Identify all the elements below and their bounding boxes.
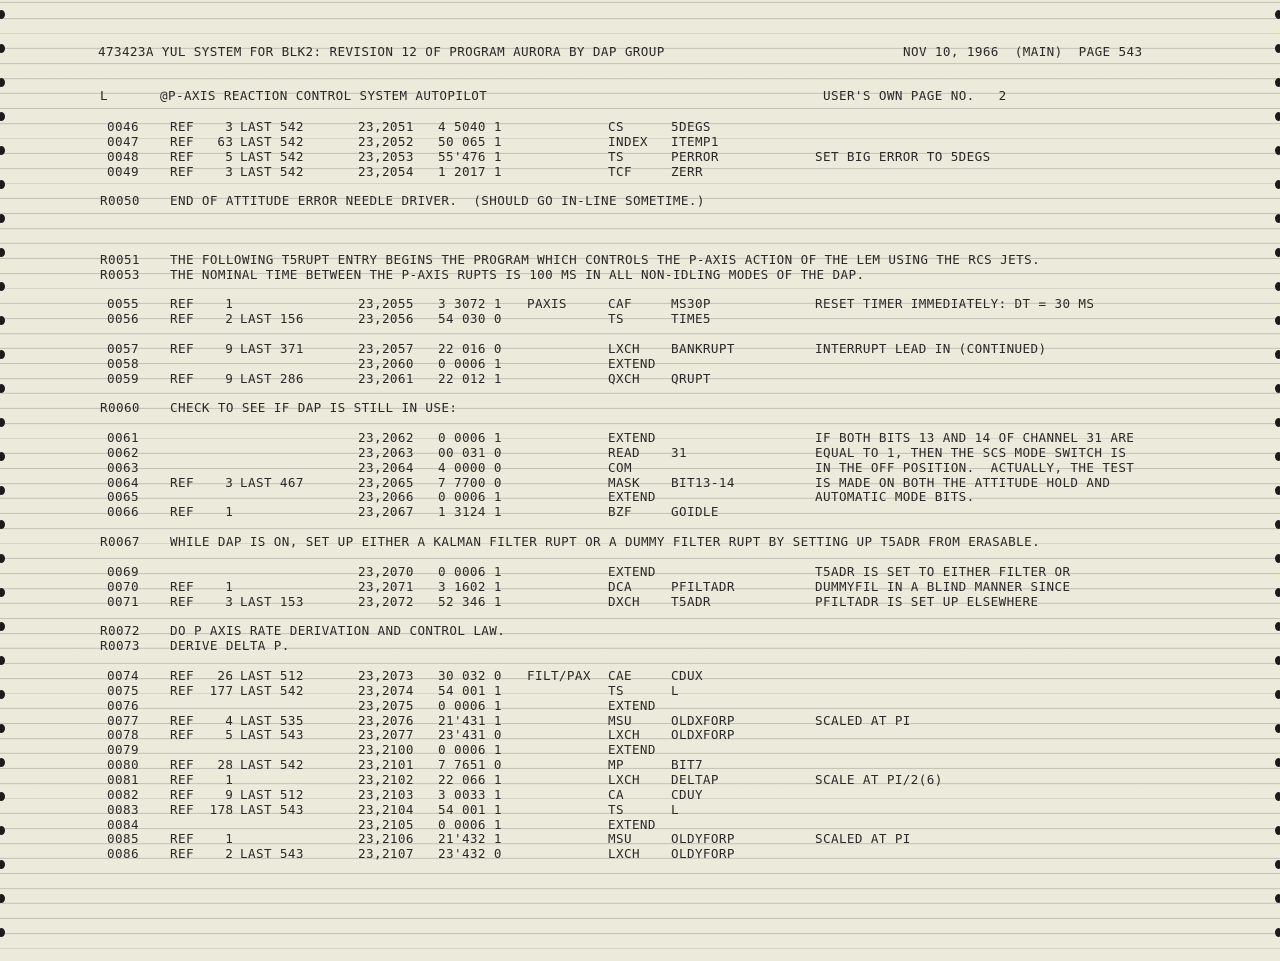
line-number: 0059 xyxy=(107,370,139,386)
line-number: 0077 xyxy=(107,712,139,728)
remark-number: R0053 xyxy=(100,266,140,282)
comment: PFILTADR IS SET UP ELSEWHERE xyxy=(815,593,1039,609)
opcode: EXTEND xyxy=(608,816,656,832)
opcode: EXTEND xyxy=(608,430,656,445)
octal-code: 3 0033 1 xyxy=(438,786,502,802)
memory-address: 23,2070 xyxy=(358,564,414,579)
ref-count: 177 xyxy=(209,682,234,698)
last-reference: LAST 535 xyxy=(240,712,304,728)
last-reference: LAST 512 xyxy=(240,786,304,802)
octal-code: 54 030 0 xyxy=(438,310,502,326)
memory-address: 23,2106 xyxy=(358,831,414,847)
octal-code: 7 7651 0 xyxy=(438,757,502,773)
line-number: 0076 xyxy=(107,697,139,713)
ref-count: 5 xyxy=(225,727,234,743)
last-reference: LAST 542 xyxy=(240,119,304,134)
line-number: 0049 xyxy=(107,163,139,179)
opcode: BZF xyxy=(608,504,632,520)
ref-count: 1 xyxy=(225,578,234,594)
ref-count: 1 xyxy=(225,504,234,520)
sprocket-hole xyxy=(1275,486,1280,495)
opcode: EXTEND xyxy=(608,697,656,713)
octal-code: 0 0006 1 xyxy=(438,430,502,445)
octal-code: 23'431 0 xyxy=(438,727,502,743)
opcode: DCA xyxy=(608,578,632,594)
memory-address: 23,2061 xyxy=(358,370,414,386)
sprocket-hole xyxy=(0,690,5,699)
sprocket-hole xyxy=(0,928,5,937)
ref-count: 9 xyxy=(225,786,234,802)
line-number: 0081 xyxy=(107,772,139,787)
sprocket-hole xyxy=(0,452,5,461)
operand: PERROR xyxy=(671,148,719,164)
operand: CDUY xyxy=(671,786,703,802)
comment: IS MADE ON BOTH THE ATTITUDE HOLD AND xyxy=(815,474,1111,490)
sprocket-hole xyxy=(1275,826,1280,835)
remark-number: R0067 xyxy=(100,534,140,549)
memory-address: 23,2062 xyxy=(358,430,414,445)
section-subheader xyxy=(0,88,1007,103)
operand: OLDXFORP xyxy=(671,712,735,728)
opcode: MP xyxy=(608,757,624,773)
ref-marker: REF xyxy=(170,341,194,356)
line-number: 0063 xyxy=(107,459,139,475)
opcode: CAE xyxy=(608,668,632,683)
sprocket-hole xyxy=(1275,316,1280,325)
sprocket-hole xyxy=(0,316,5,325)
sprocket-hole xyxy=(1275,248,1280,257)
ref-marker: REF xyxy=(170,119,194,134)
last-reference: LAST 543 xyxy=(240,846,304,862)
memory-address: 23,2064 xyxy=(358,459,414,475)
ref-marker: REF xyxy=(170,148,194,164)
comment: IF BOTH BITS 13 AND 14 OF CHANNEL 31 ARE xyxy=(815,430,1135,445)
memory-address: 23,2074 xyxy=(358,682,414,698)
line-number: 0084 xyxy=(107,816,139,832)
comment: EQUAL TO 1, THEN THE SCS MODE SWITCH IS xyxy=(815,444,1127,460)
sprocket-hole xyxy=(0,894,5,903)
octal-code: 1 3124 1 xyxy=(438,504,502,520)
line-number: 0048 xyxy=(107,148,139,164)
ref-count: 2 xyxy=(225,846,234,862)
ref-marker: REF xyxy=(170,133,194,149)
ref-count: 9 xyxy=(225,341,234,356)
ref-marker: REF xyxy=(170,370,194,386)
line-number: 0070 xyxy=(107,578,139,594)
ref-count: 2 xyxy=(225,310,234,326)
sprocket-hole xyxy=(0,520,5,529)
octal-code: 22 012 1 xyxy=(438,370,502,386)
memory-address: 23,2077 xyxy=(358,727,414,743)
opcode: MSU xyxy=(608,831,632,847)
octal-code: 23'432 0 xyxy=(438,846,502,862)
operand: DELTAP xyxy=(671,772,719,787)
sprocket-hole xyxy=(0,214,5,223)
memory-address: 23,2065 xyxy=(358,474,414,490)
last-reference: LAST 512 xyxy=(240,668,304,683)
operand: 31 xyxy=(671,444,687,460)
memory-address: 23,2072 xyxy=(358,593,414,609)
operand: BIT13-14 xyxy=(671,474,735,490)
last-reference: LAST 153 xyxy=(240,593,304,609)
line-number: 0075 xyxy=(107,682,139,698)
line-number: 0078 xyxy=(107,727,139,743)
sprocket-hole xyxy=(0,826,5,835)
memory-address: 23,2056 xyxy=(358,310,414,326)
opcode: MSU xyxy=(608,712,632,728)
line-number: 0055 xyxy=(107,296,139,311)
remark-text: CHECK TO SEE IF DAP IS STILL IN USE: xyxy=(170,400,458,415)
last-reference: LAST 286 xyxy=(240,370,304,386)
last-reference: LAST 467 xyxy=(240,474,304,490)
memory-address: 23,2075 xyxy=(358,697,414,713)
octal-code: 3 1602 1 xyxy=(438,578,502,594)
memory-address: 23,2060 xyxy=(358,355,414,371)
ref-marker: REF xyxy=(170,474,194,490)
memory-address: 23,2103 xyxy=(358,786,414,802)
line-number: 0083 xyxy=(107,801,139,817)
sprocket-hole xyxy=(1275,214,1280,223)
opcode: LXCH xyxy=(608,727,640,743)
operand: OLDYFORP xyxy=(671,831,735,847)
ref-marker: REF xyxy=(170,846,194,862)
line-number: 0066 xyxy=(107,504,139,520)
sprocket-hole xyxy=(1275,112,1280,121)
operand: ZERR xyxy=(671,163,703,179)
line-number: 0046 xyxy=(107,119,139,134)
remark-text: THE NOMINAL TIME BETWEEN THE P-AXIS RUPTS IS 100 MS IN ALL NON-IDLING MODES OF THE DAP. xyxy=(170,266,865,282)
remark-text: WHILE DAP IS ON, SET UP EITHER A KALMAN FILTER RUPT OR A DUMMY FILTER RUPT BY SETTING UP T5ADR FROM ERASABLE. xyxy=(170,534,1041,549)
octal-code: 1 2017 1 xyxy=(438,163,502,179)
ref-marker: REF xyxy=(170,668,194,683)
ref-marker: REF xyxy=(170,772,194,787)
subheader-type: L xyxy=(100,88,108,103)
remark-number: R0072 xyxy=(100,623,140,638)
ref-count: 1 xyxy=(225,296,234,311)
sprocket-hole xyxy=(0,384,5,393)
opcode: DXCH xyxy=(608,593,640,609)
opcode: CAF xyxy=(608,296,632,311)
operand: ITEMP1 xyxy=(671,133,719,149)
operand: MS30P xyxy=(671,296,711,311)
sprocket-hole xyxy=(0,792,5,801)
memory-address: 23,2052 xyxy=(358,133,414,149)
remark-number: R0051 xyxy=(100,252,140,267)
sprocket-hole xyxy=(0,656,5,665)
sprocket-hole xyxy=(1275,350,1280,359)
sprocket-hole xyxy=(1275,860,1280,869)
ref-count: 26 xyxy=(217,668,234,683)
ref-count: 63 xyxy=(217,133,234,149)
memory-address: 23,2100 xyxy=(358,742,414,758)
line-number: 0062 xyxy=(107,444,139,460)
octal-code: 21'431 1 xyxy=(438,712,502,728)
octal-code: 3 3072 1 xyxy=(438,296,502,311)
ref-marker: REF xyxy=(170,786,194,802)
sprocket-hole xyxy=(1275,656,1280,665)
operand: OLDYFORP xyxy=(671,846,735,862)
octal-code: 22 016 0 xyxy=(438,341,502,356)
octal-code: 0 0006 1 xyxy=(438,489,502,505)
octal-code: 22 066 1 xyxy=(438,772,502,787)
ref-marker: REF xyxy=(170,801,194,817)
ref-marker: REF xyxy=(170,831,194,847)
comment: AUTOMATIC MODE BITS. xyxy=(815,489,975,505)
sprocket-hole xyxy=(0,282,5,291)
memory-address: 23,2054 xyxy=(358,163,414,179)
ref-count: 4 xyxy=(225,712,234,728)
memory-address: 23,2071 xyxy=(358,578,414,594)
ref-count: 178 xyxy=(209,801,234,817)
octal-code: 0 0006 1 xyxy=(438,564,502,579)
last-reference: LAST 371 xyxy=(240,341,304,356)
line-number: 0047 xyxy=(107,133,139,149)
sprocket-hole xyxy=(1275,384,1280,393)
octal-code: 7 7700 0 xyxy=(438,474,502,490)
subheader-title: @P-AXIS REACTION CONTROL SYSTEM AUTOPILOT xyxy=(160,88,488,103)
line-number: 0080 xyxy=(107,757,139,773)
ref-marker: REF xyxy=(170,504,194,520)
line-number: 0082 xyxy=(107,786,139,802)
opcode: LXCH xyxy=(608,846,640,862)
memory-address: 23,2102 xyxy=(358,772,414,787)
memory-address: 23,2104 xyxy=(358,801,414,817)
user-page-number: USER'S OWN PAGE NO. 2 xyxy=(823,88,1007,103)
last-reference: LAST 543 xyxy=(240,801,304,817)
octal-code: 21'432 1 xyxy=(438,831,502,847)
sprocket-hole xyxy=(1275,588,1280,597)
ref-count: 3 xyxy=(225,163,234,179)
memory-address: 23,2055 xyxy=(358,296,414,311)
octal-code: 50 065 1 xyxy=(438,133,502,149)
ref-marker: REF xyxy=(170,712,194,728)
memory-address: 23,2066 xyxy=(358,489,414,505)
sprocket-hole xyxy=(1275,758,1280,767)
octal-code: 4 5040 1 xyxy=(438,119,502,134)
opcode: CS xyxy=(608,119,624,134)
last-reference: LAST 542 xyxy=(240,682,304,698)
memory-address: 23,2057 xyxy=(358,341,414,356)
opcode: LXCH xyxy=(608,341,640,356)
opcode: EXTEND xyxy=(608,355,656,371)
line-number: 0058 xyxy=(107,355,139,371)
operand: OLDXFORP xyxy=(671,727,735,743)
sprocket-hole xyxy=(1275,792,1280,801)
remark-number: R0060 xyxy=(100,400,140,415)
header-title: 473423A YUL SYSTEM FOR BLK2: REVISION 12 OF PROGRAM AURORA BY DAP GROUP xyxy=(98,44,665,59)
memory-address: 23,2053 xyxy=(358,148,414,164)
last-reference: LAST 542 xyxy=(240,133,304,149)
last-reference: LAST 542 xyxy=(240,163,304,179)
opcode: CA xyxy=(608,786,624,802)
comment: SCALED AT PI xyxy=(815,831,911,847)
ref-count: 5 xyxy=(225,148,234,164)
octal-code: 54 001 1 xyxy=(438,682,502,698)
sprocket-hole xyxy=(0,554,5,563)
remark-text: END OF ATTITUDE ERROR NEEDLE DRIVER. (SHOULD GO IN-LINE SOMETIME.) xyxy=(170,193,705,208)
sprocket-hole xyxy=(1275,78,1280,87)
ref-count: 28 xyxy=(217,757,234,773)
comment: RESET TIMER IMMEDIATELY: DT = 30 MS xyxy=(815,296,1095,311)
line-number: 0065 xyxy=(107,489,139,505)
sprocket-hole xyxy=(0,10,5,19)
sprocket-hole xyxy=(0,860,5,869)
line-number: 0061 xyxy=(107,430,139,445)
operand: BIT7 xyxy=(671,757,703,773)
sprocket-hole xyxy=(1275,622,1280,631)
opcode: TS xyxy=(608,682,624,698)
ref-count: 3 xyxy=(225,474,234,490)
octal-code: 0 0006 1 xyxy=(438,742,502,758)
opcode: TS xyxy=(608,148,624,164)
sprocket-hole xyxy=(1275,44,1280,53)
operand: GOIDLE xyxy=(671,504,719,520)
opcode: READ xyxy=(608,444,640,460)
comment: SCALED AT PI xyxy=(815,712,911,728)
opcode: INDEX xyxy=(608,133,648,149)
remark-text: DO P AXIS RATE DERIVATION AND CONTROL LAW. xyxy=(170,623,506,638)
opcode: TS xyxy=(608,801,624,817)
ref-count: 3 xyxy=(225,593,234,609)
line-number: 0079 xyxy=(107,742,139,758)
sprocket-hole xyxy=(0,622,5,631)
comment: IN THE OFF POSITION. ACTUALLY, THE TEST xyxy=(815,459,1135,475)
ref-marker: REF xyxy=(170,593,194,609)
sprocket-hole xyxy=(0,248,5,257)
memory-address: 23,2073 xyxy=(358,668,414,683)
comment: INTERRUPT LEAD IN (CONTINUED) xyxy=(815,341,1047,356)
operand: PFILTADR xyxy=(671,578,735,594)
ref-count: 9 xyxy=(225,370,234,386)
page-header xyxy=(0,44,1143,59)
opcode: LXCH xyxy=(608,772,640,787)
sprocket-hole xyxy=(1275,180,1280,189)
octal-code: 4 0000 0 xyxy=(438,459,502,475)
memory-address: 23,2107 xyxy=(358,846,414,862)
ref-marker: REF xyxy=(170,682,194,698)
operand: L xyxy=(671,801,679,817)
opcode: EXTEND xyxy=(608,564,656,579)
symbol-label: FILT/PAX xyxy=(527,668,591,683)
sprocket-hole xyxy=(1275,10,1280,19)
sprocket-hole xyxy=(0,418,5,427)
octal-code: 0 0006 1 xyxy=(438,355,502,371)
ref-marker: REF xyxy=(170,296,194,311)
line-number: 0071 xyxy=(107,593,139,609)
sprocket-hole xyxy=(1275,554,1280,563)
line-number: 0064 xyxy=(107,474,139,490)
ref-marker: REF xyxy=(170,757,194,773)
opcode: EXTEND xyxy=(608,742,656,758)
memory-address: 23,2101 xyxy=(358,757,414,773)
opcode: TS xyxy=(608,310,624,326)
sprocket-hole xyxy=(0,724,5,733)
opcode: EXTEND xyxy=(608,489,656,505)
sprocket-hole xyxy=(1275,894,1280,903)
operand: L xyxy=(671,682,679,698)
octal-code: 52 346 1 xyxy=(438,593,502,609)
right-tractor-feed xyxy=(1268,0,1280,961)
octal-code: 55'476 1 xyxy=(438,148,502,164)
line-number: 0085 xyxy=(107,831,139,847)
octal-code: 54 001 1 xyxy=(438,801,502,817)
ref-count: 1 xyxy=(225,831,234,847)
octal-code: 0 0006 1 xyxy=(438,697,502,713)
line-number: 0086 xyxy=(107,846,139,862)
memory-address: 23,2063 xyxy=(358,444,414,460)
line-number: 0056 xyxy=(107,310,139,326)
sprocket-hole xyxy=(0,588,5,597)
operand: QRUPT xyxy=(671,370,711,386)
operand: CDUX xyxy=(671,668,703,683)
sprocket-hole xyxy=(1275,690,1280,699)
octal-code: 00 031 0 xyxy=(438,444,502,460)
last-reference: LAST 542 xyxy=(240,757,304,773)
memory-address: 23,2076 xyxy=(358,712,414,728)
memory-address: 23,2105 xyxy=(358,816,414,832)
last-reference: LAST 156 xyxy=(240,310,304,326)
ref-marker: REF xyxy=(170,163,194,179)
remark-number: R0050 xyxy=(100,193,140,208)
ref-count: 1 xyxy=(225,772,234,787)
sprocket-hole xyxy=(1275,724,1280,733)
octal-code: 30 032 0 xyxy=(438,668,502,683)
sprocket-hole xyxy=(1275,146,1280,155)
sprocket-hole xyxy=(1275,418,1280,427)
operand: T5ADR xyxy=(671,593,711,609)
sprocket-hole xyxy=(1275,282,1280,291)
last-reference: LAST 542 xyxy=(240,148,304,164)
sprocket-hole xyxy=(1275,928,1280,937)
line-number: 0069 xyxy=(107,564,139,579)
sprocket-hole xyxy=(1275,452,1280,461)
opcode: QXCH xyxy=(608,370,640,386)
symbol-label: PAXIS xyxy=(527,296,567,311)
sprocket-hole xyxy=(0,758,5,767)
operand: TIME5 xyxy=(671,310,711,326)
ref-marker: REF xyxy=(170,727,194,743)
memory-address: 23,2051 xyxy=(358,119,414,134)
sprocket-hole xyxy=(0,486,5,495)
ref-marker: REF xyxy=(170,578,194,594)
ref-count: 3 xyxy=(225,119,234,134)
octal-code: 0 0006 1 xyxy=(438,816,502,832)
remark-text: THE FOLLOWING T5RUPT ENTRY BEGINS THE PROGRAM WHICH CONTROLS THE P-AXIS ACTION OF THE LEM USING THE RCS JETS. xyxy=(170,252,1041,267)
line-number: 0057 xyxy=(107,341,139,356)
last-reference: LAST 543 xyxy=(240,727,304,743)
opcode: TCF xyxy=(608,163,632,179)
comment: DUMMYFIL IN A BLIND MANNER SINCE xyxy=(815,578,1071,594)
opcode: COM xyxy=(608,459,632,475)
memory-address: 23,2067 xyxy=(358,504,414,520)
operand: 5DEGS xyxy=(671,119,711,134)
operand: BANKRUPT xyxy=(671,341,735,356)
opcode: MASK xyxy=(608,474,640,490)
header-date-page: NOV 10, 1966 (MAIN) PAGE 543 xyxy=(903,44,1143,59)
sprocket-hole xyxy=(0,350,5,359)
ref-marker: REF xyxy=(170,310,194,326)
comment: T5ADR IS SET TO EITHER FILTER OR xyxy=(815,564,1071,579)
line-number: 0074 xyxy=(107,668,139,683)
comment: SCALE AT PI/2(6) xyxy=(815,772,943,787)
remark-text: DERIVE DELTA P. xyxy=(170,637,290,653)
remark-number: R0073 xyxy=(100,637,140,653)
sprocket-hole xyxy=(0,180,5,189)
sprocket-hole xyxy=(1275,520,1280,529)
comment: SET BIG ERROR TO 5DEGS xyxy=(815,148,991,164)
